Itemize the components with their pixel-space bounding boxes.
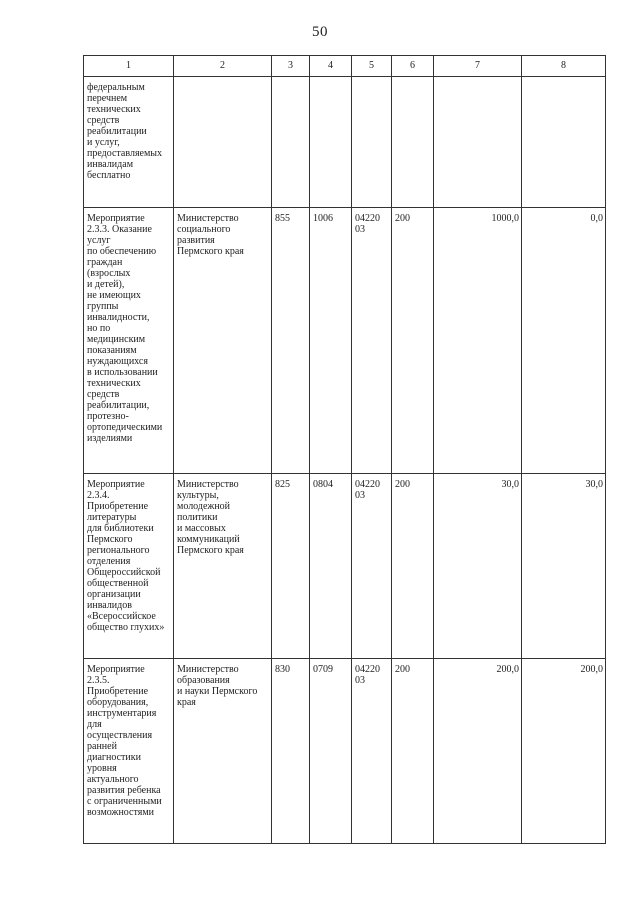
event-cell: Мероприятие 2.3.3. Оказание услуг по обеспечению граждан (взрослых и детей), не имеющих группы инвалидности, но по медицинским показаниям нуждающихся в использовании технических средств реабилитации, протезно- ортопедическими изделиями (84, 208, 174, 474)
ministry-cell: Министерство образования и науки Пермского края (174, 659, 272, 844)
table-row (84, 208, 606, 474)
column-header-2: 2 (174, 56, 272, 77)
cell-col-8: 0,0 (522, 208, 606, 474)
cell-col-4: 0709 (310, 659, 352, 844)
cell-col-3 (272, 77, 310, 208)
table-row (84, 659, 606, 844)
cell-col-8: 30,0 (522, 474, 606, 659)
ministry-cell: Министерство социального развития Пермского края (174, 208, 272, 474)
cell-col-3: 830 (272, 659, 310, 844)
column-header-5: 5 (352, 56, 392, 77)
table-row (84, 77, 606, 208)
cell-col-8 (522, 77, 606, 208)
event-cell: Мероприятие 2.3.4. Приобретение литературы для библиотеки Пермского регионального отделения Общероссийской общественной организации инвалидов «Всероссийское общество глухих» (84, 474, 174, 659)
cell-col-8: 200,0 (522, 659, 606, 844)
ministry-cell (174, 77, 272, 208)
budget-table (83, 55, 606, 844)
cell-col-7: 200,0 (434, 659, 522, 844)
cell-col-4 (310, 77, 352, 208)
cell-col-5: 04220 03 (352, 474, 392, 659)
cell-col-6 (392, 77, 434, 208)
event-cell: федеральным перечнем технических средств реабилитации и услуг, предоставляемых инвалидам бесплатно (84, 77, 174, 208)
cell-col-5: 04220 03 (352, 208, 392, 474)
cell-col-6: 200 (392, 474, 434, 659)
cell-col-7 (434, 77, 522, 208)
cell-col-5 (352, 77, 392, 208)
cell-col-6: 200 (392, 659, 434, 844)
column-header-6: 6 (392, 56, 434, 77)
page-number: 50 (312, 24, 328, 40)
cell-col-4: 1006 (310, 208, 352, 474)
table-row (84, 474, 606, 659)
cell-col-7: 1000,0 (434, 208, 522, 474)
column-header-3: 3 (272, 56, 310, 77)
column-header-7: 7 (434, 56, 522, 77)
cell-col-4: 0804 (310, 474, 352, 659)
cell-col-3: 855 (272, 208, 310, 474)
ministry-cell: Министерство культуры, молодежной политики и массовых коммуникаций Пермского края (174, 474, 272, 659)
column-header-1: 1 (84, 56, 174, 77)
cell-col-6: 200 (392, 208, 434, 474)
cell-col-5: 04220 03 (352, 659, 392, 844)
cell-col-7: 30,0 (434, 474, 522, 659)
column-header-8: 8 (522, 56, 606, 77)
header-row (84, 56, 606, 77)
column-header-4: 4 (310, 56, 352, 77)
event-cell: Мероприятие 2.3.5. Приобретение оборудования, инструментария для осуществления ранней диагностики уровня актуального развития ребенка с ограниченными возможностями (84, 659, 174, 844)
cell-col-3: 825 (272, 474, 310, 659)
